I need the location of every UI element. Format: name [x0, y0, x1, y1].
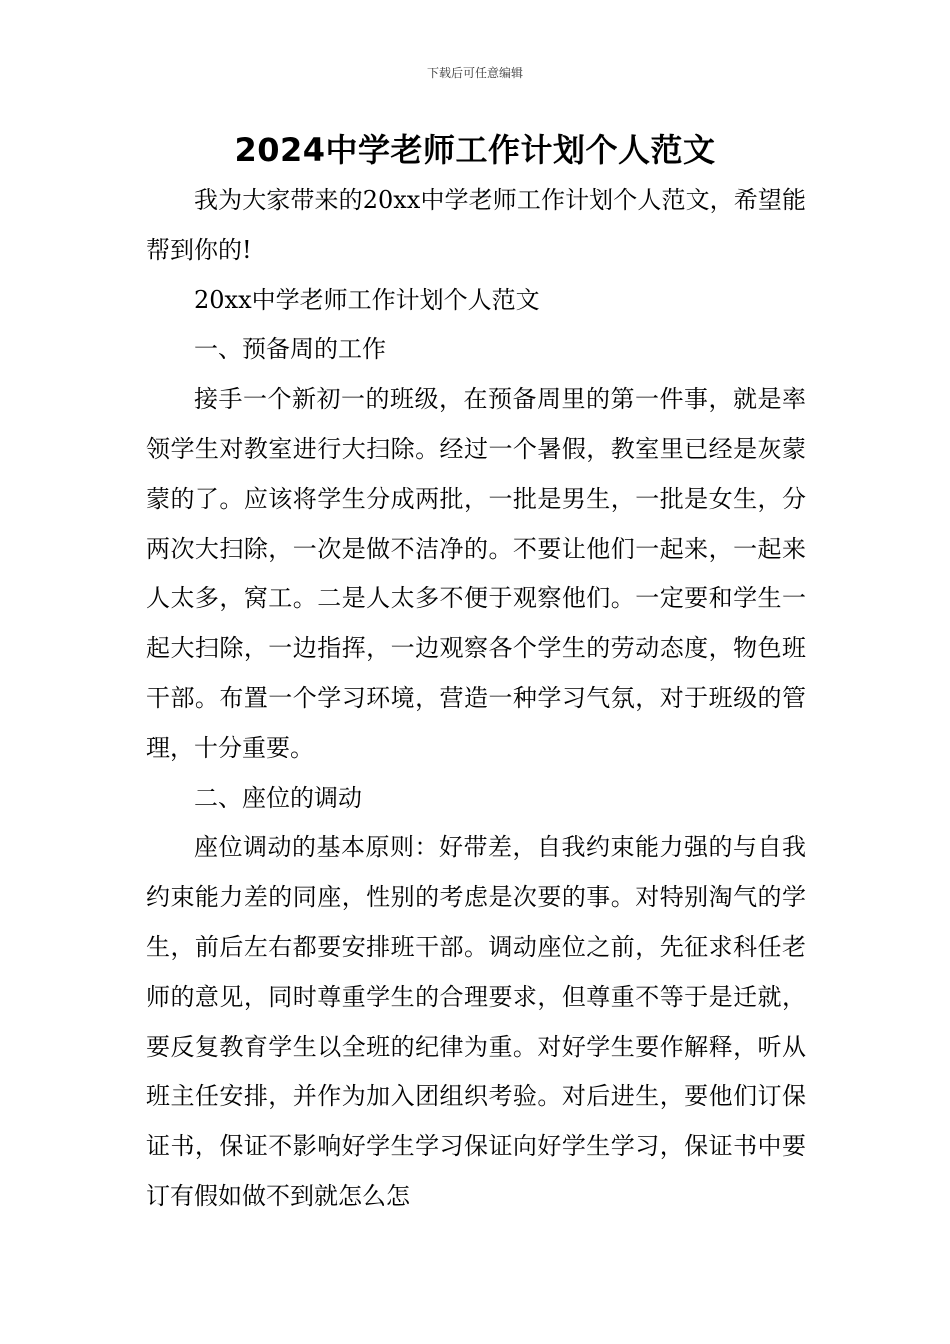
- paragraph-subtitle: 20xx中学老师工作计划个人范文: [194, 285, 540, 314]
- paragraph-section-1: 接手一个新初一的班级，在预备周里的第一件事，就是率领学生对教室进行大扫除。经过一个暑假，教室里已经是灰蒙蒙的了。应该将学生分成两批，一批是男生，一批是女生，分两次大扫除，一次是做不洁净的。不要让他们一起来，一起来人太多，窝工。二是人太多不便于观察他们。一定要和学生一起大扫除，一边指挥，一边观察各个学生的劳动态度，物色班干部。布置一个学习环境，营造一种学习气氛，对于班级的管理，十分重要。: [146, 385, 806, 762]
- section-heading-2: 二、座位的调动: [194, 783, 362, 812]
- header-note: 下载后可任意编辑: [426, 66, 523, 80]
- paragraph-intro: 我为大家带来的20xx中学老师工作计划个人范文，希望能帮到你的!: [146, 186, 806, 264]
- document-title: 2024中学老师工作计划个人范文: [234, 131, 716, 169]
- paragraph-section-2: 座位调动的基本原则：好带差，自我约束能力强的与自我约束能力差的同座，性别的考虑是次要的事。对特别淘气的学生，前后左右都要安排班干部。调动座位之前，先征求科任老师的意见，同时尊重学生的合理要求，但尊重不等于是迁就，要反复教育学生以全班的纪律为重。对好学生要作解释，听从班主任安排，并作为加入团组织考验。对后进生，要他们订保证书，保证不影响好学生学习保证向好学生学习，保证书中要订有假如做不到就怎么怎: [146, 833, 806, 1210]
- section-heading-1: 一、预备周的工作: [194, 335, 386, 364]
- document-body: [146, 176, 806, 1222]
